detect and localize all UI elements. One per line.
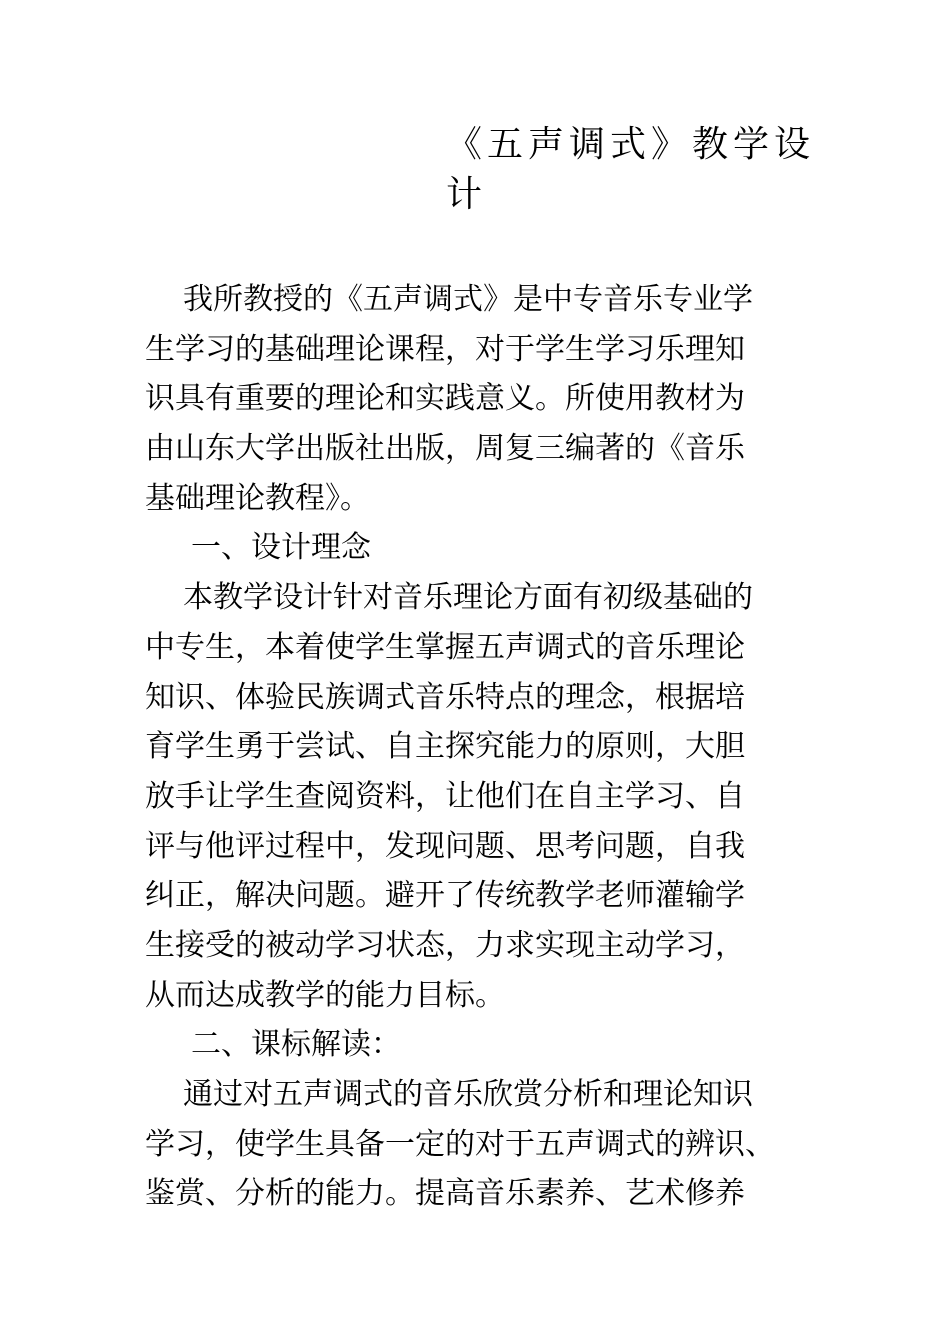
paragraph-line: 知识、体验民族调式音乐特点的理念，根据培 — [145, 679, 745, 715]
paragraph-line: 育学生勇于尝试、自主探究能力的原则，大胆 — [145, 729, 745, 765]
title-line-2: 计 — [446, 174, 488, 215]
paragraph-line: 评与他评过程中，发现问题、思考问题，自我 — [145, 828, 745, 864]
paragraph-line: 我所教授的《五声调式》是中专音乐专业学 — [183, 282, 753, 317]
section-heading-design-concept: 一、设计理念 — [191, 530, 371, 566]
paragraph-line: 基础理论教程》。 — [145, 480, 370, 516]
paragraph-line: 生学习的基础理论课程，对于学生学习乐理知 — [145, 331, 745, 367]
section-heading-curriculum: 二、课标解读： — [191, 1027, 401, 1063]
paragraph-line: 中专生，本着使学生掌握五声调式的音乐理论 — [145, 629, 745, 665]
document-body — [145, 275, 805, 1219]
paragraph-line: 本教学设计针对音乐理论方面有初级基础的 — [183, 580, 753, 616]
paragraph-line: 鉴赏、分析的能力。提高音乐素养、艺术修养 — [145, 1176, 745, 1212]
paragraph-line: 由山东大学出版社出版，周复三编著的《音乐 — [145, 431, 745, 467]
paragraph-line: 纠正，解决问题。避开了传统教学老师灌输学 — [145, 878, 745, 914]
paragraph-line: 从而达成教学的能力目标。 — [145, 977, 505, 1013]
paragraph-line: 生接受的被动学习状态，力求实现主动学习， — [145, 927, 745, 963]
paragraph-line: 放手让学生查阅资料，让他们在自主学习、自 — [145, 778, 745, 814]
paragraph-line: 学习，使学生具备一定的对于五声调式的辨识、 — [145, 1126, 775, 1162]
paragraph-line: 识具有重要的理论和实践意义。所使用教材为 — [145, 381, 745, 417]
document-title — [446, 120, 816, 220]
paragraph-line: 通过对五声调式的音乐欣赏分析和理论知识 — [183, 1077, 753, 1112]
title-line-1: 《五声调式》教学设 — [446, 124, 816, 165]
